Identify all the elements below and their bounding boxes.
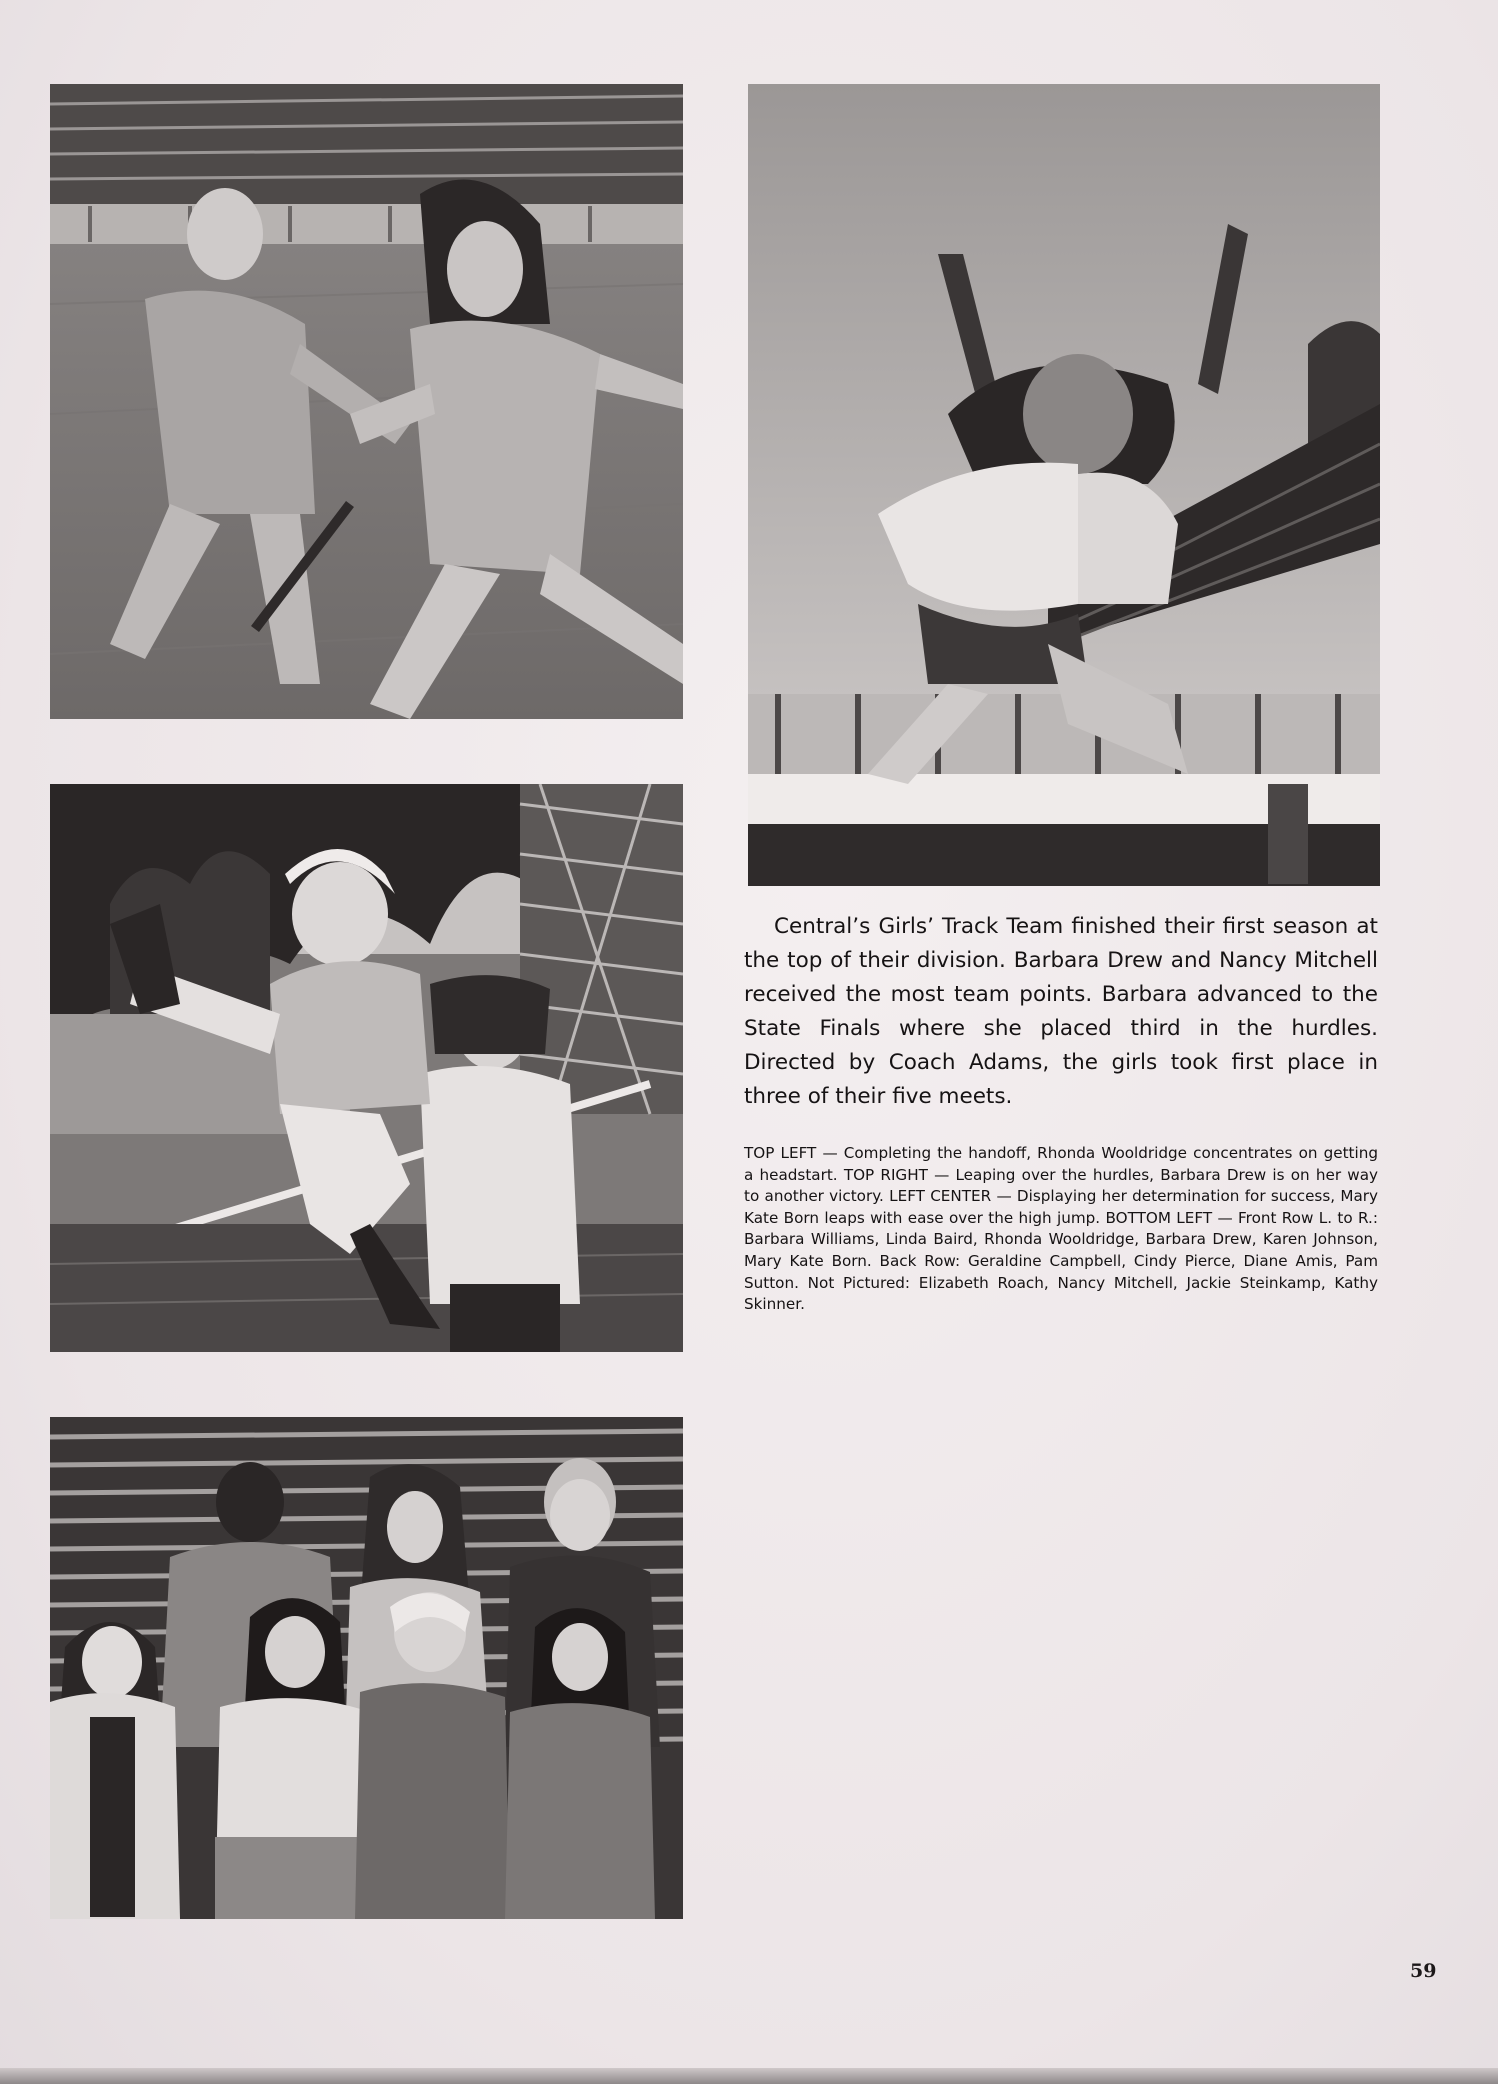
photo-top-right bbox=[748, 84, 1380, 886]
high-jump-photo bbox=[50, 784, 683, 1352]
relay-handoff-photo bbox=[50, 84, 683, 719]
article-body: Central’s Girls’ Track Team finished their first season at the top of their division. Barbara Drew and Nancy Mitchell received the most team points. Barbara advanced to the State Finals where she placed third in the hurdles. Directed by Coach Adams, the girls took first place in three of their five meets. bbox=[744, 914, 1378, 1109]
page-bottom-edge bbox=[0, 2068, 1498, 2084]
photo-bottom-left bbox=[50, 1417, 683, 1919]
photo-top-left bbox=[50, 84, 683, 719]
hurdle-leap-photo bbox=[748, 84, 1380, 886]
page-number: 59 bbox=[1410, 1960, 1437, 1982]
photo-caption: TOP LEFT — Completing the handoff, Rhonda Wooldridge concentrates on getting a headstart. TOP RIGHT — Leaping over the hurdles, Barbara Drew is on her way to another victory. LEFT CENTER — Displaying her determination for success, Mary Kate Born leaps with ease over the high jump. BOTTOM LEFT — Front Row L. to R.: Barbara Williams, Linda Baird, Rhonda Wooldridge, Barbara Drew, Karen Johnson, Mary Kate Born. Back Row: Geraldine Campbell, Cindy Pierce, Diane Amis, Pam Sutton. Not Pictured: Elizabeth Roach, Nancy Mitchell, Jackie Steinkamp, Kathy Skinner. bbox=[744, 1144, 1378, 1314]
photo-left-center bbox=[50, 784, 683, 1352]
team-portrait-photo bbox=[50, 1417, 683, 1919]
